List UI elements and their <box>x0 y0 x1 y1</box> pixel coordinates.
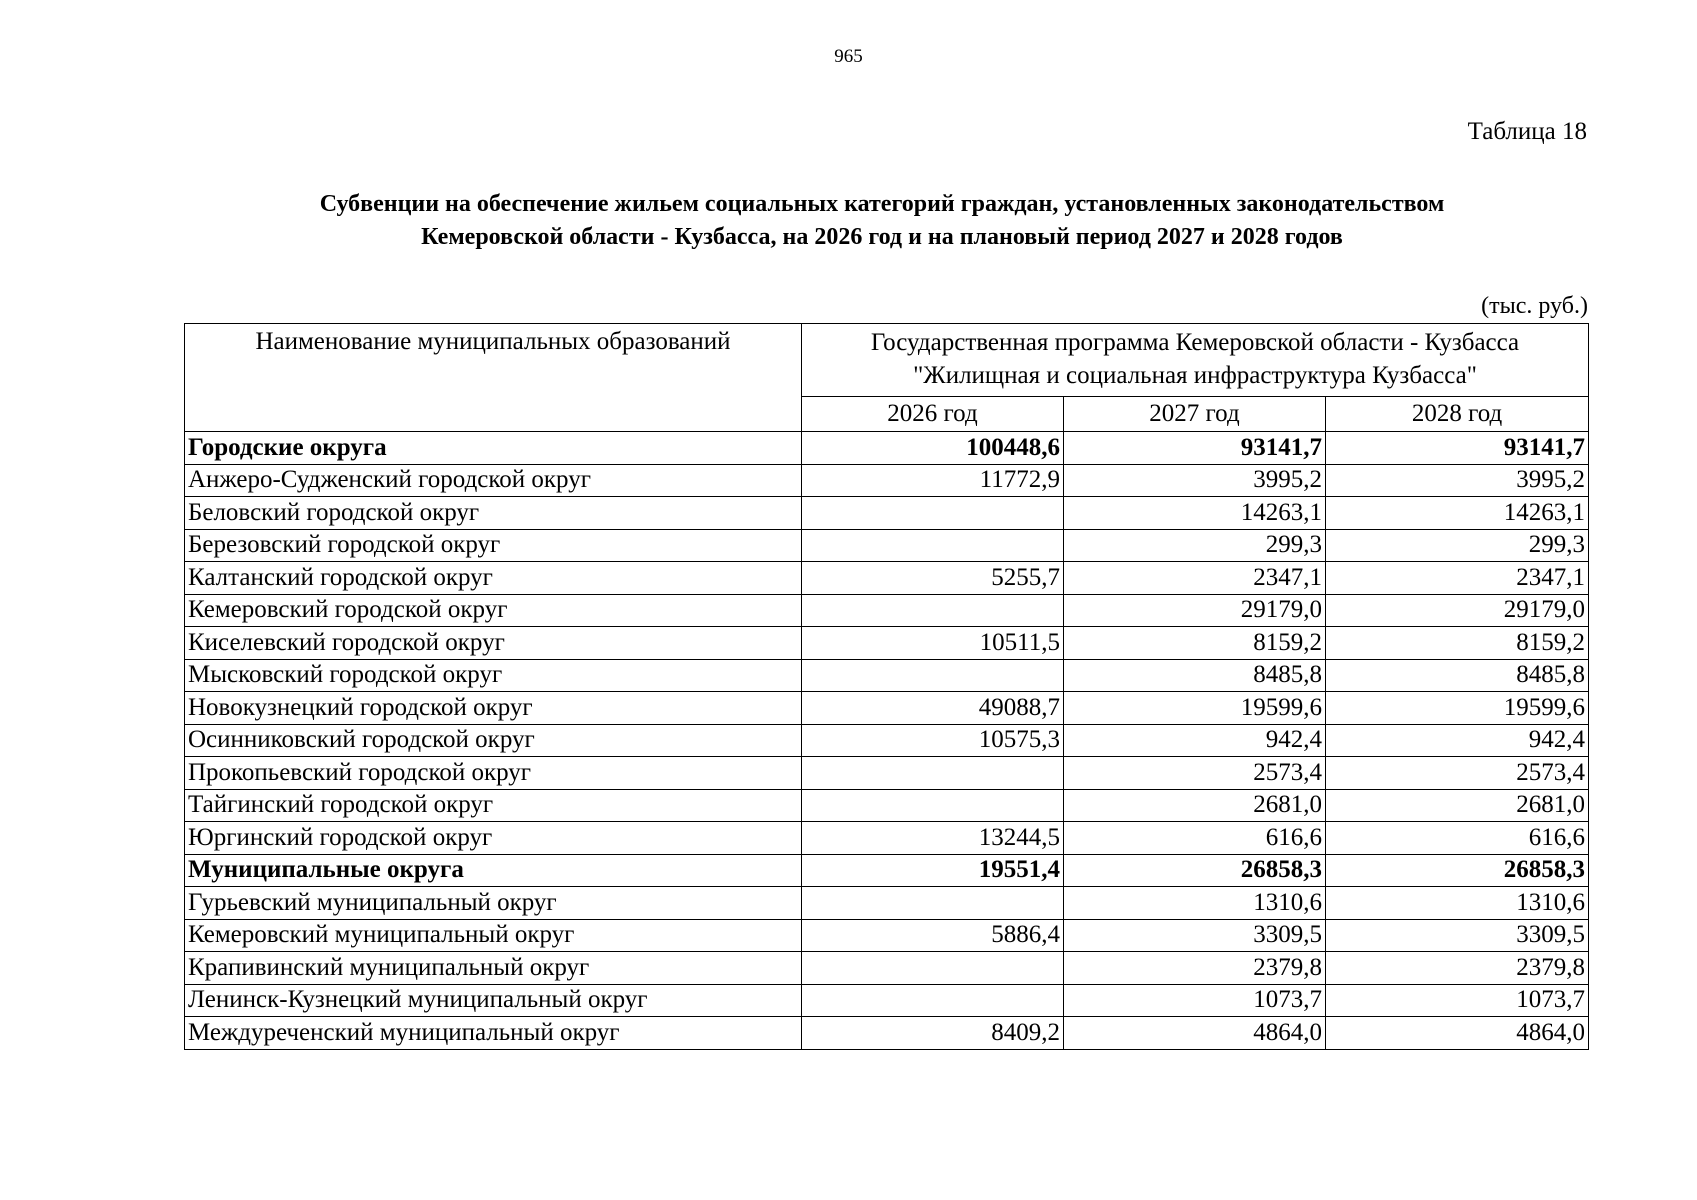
cell-2027: 4864,0 <box>1064 1017 1326 1050</box>
cell-2027: 2347,1 <box>1064 562 1326 595</box>
cell-2027: 616,6 <box>1064 822 1326 855</box>
table-row <box>185 757 1589 790</box>
cell-2027: 93141,7 <box>1064 432 1326 465</box>
row-name: Юргинский городской округ <box>185 822 802 855</box>
cell-2028: 29179,0 <box>1326 594 1589 627</box>
cell-2026 <box>802 887 1064 920</box>
cell-2028: 2573,4 <box>1326 757 1589 790</box>
table-row <box>185 984 1589 1017</box>
table-row <box>185 822 1589 855</box>
row-name: Муниципальные округа <box>185 854 802 887</box>
cell-2026 <box>802 757 1064 790</box>
cell-2028: 3995,2 <box>1326 464 1589 497</box>
header-year-2026: 2026 год <box>802 397 1064 432</box>
cell-2026: 10575,3 <box>802 724 1064 757</box>
cell-2026 <box>802 789 1064 822</box>
cell-2028: 299,3 <box>1326 529 1589 562</box>
cell-2027: 1073,7 <box>1064 984 1326 1017</box>
cell-2026 <box>802 952 1064 985</box>
header-year-2028: 2028 год <box>1326 397 1589 432</box>
row-name: Ленинск-Кузнецкий муниципальный округ <box>185 984 802 1017</box>
table-row <box>185 692 1589 725</box>
row-name: Кемеровский городской округ <box>185 594 802 627</box>
document-title-line-2: Кемеровской области - Кузбасса, на 2026 год и на плановый период 2027 и 2028 годов <box>421 224 1343 250</box>
cell-2026: 19551,4 <box>802 854 1064 887</box>
cell-2026: 100448,6 <box>802 432 1064 465</box>
cell-2028: 1073,7 <box>1326 984 1589 1017</box>
cell-2026: 11772,9 <box>802 464 1064 497</box>
table-row <box>185 562 1589 595</box>
cell-2027: 942,4 <box>1064 724 1326 757</box>
table-row <box>185 724 1589 757</box>
cell-2027: 2573,4 <box>1064 757 1326 790</box>
cell-2026 <box>802 984 1064 1017</box>
table-row <box>185 529 1589 562</box>
cell-2028: 4864,0 <box>1326 1017 1589 1050</box>
header-municipality-name: Наименование муниципальных образований <box>185 324 802 432</box>
row-name: Березовский городской округ <box>185 529 802 562</box>
header-year-2027: 2027 год <box>1064 397 1326 432</box>
cell-2028: 8159,2 <box>1326 627 1589 660</box>
table-row <box>185 789 1589 822</box>
row-name: Гурьевский муниципальный округ <box>185 887 802 920</box>
cell-2028: 3309,5 <box>1326 919 1589 952</box>
table-row <box>185 497 1589 530</box>
row-name: Крапивинский муниципальный округ <box>185 952 802 985</box>
cell-2027: 2681,0 <box>1064 789 1326 822</box>
table-row <box>185 594 1589 627</box>
cell-2028: 2379,8 <box>1326 952 1589 985</box>
document-title <box>180 188 1584 254</box>
table-row <box>185 887 1589 920</box>
cell-2027: 3995,2 <box>1064 464 1326 497</box>
cell-2028: 26858,3 <box>1326 854 1589 887</box>
cell-2026 <box>802 529 1064 562</box>
table-label: Таблица 18 <box>1467 118 1587 145</box>
cell-2027: 14263,1 <box>1064 497 1326 530</box>
row-name: Осинниковский городской округ <box>185 724 802 757</box>
header-program-line-2: "Жилищная и социальная инфраструктура Кузбасса" <box>913 362 1477 389</box>
cell-2026: 10511,5 <box>802 627 1064 660</box>
cell-2028: 1310,6 <box>1326 887 1589 920</box>
row-name: Кемеровский муниципальный округ <box>185 919 802 952</box>
subventions-table <box>184 323 1589 1050</box>
cell-2027: 299,3 <box>1064 529 1326 562</box>
cell-2027: 29179,0 <box>1064 594 1326 627</box>
cell-2027: 1310,6 <box>1064 887 1326 920</box>
table-header <box>185 324 1589 432</box>
cell-2027: 26858,3 <box>1064 854 1326 887</box>
document-title-line-1: Субвенции на обеспечение жильем социальных категорий граждан, установленных законодательством <box>319 191 1445 217</box>
cell-2026: 8409,2 <box>802 1017 1064 1050</box>
row-name: Тайгинский городской округ <box>185 789 802 822</box>
cell-2026 <box>802 594 1064 627</box>
cell-2028: 8485,8 <box>1326 659 1589 692</box>
row-name: Киселевский городской округ <box>185 627 802 660</box>
units-label: (тыс. руб.) <box>1481 293 1588 319</box>
cell-2028: 2681,0 <box>1326 789 1589 822</box>
cell-2028: 616,6 <box>1326 822 1589 855</box>
cell-2026: 49088,7 <box>802 692 1064 725</box>
cell-2026 <box>802 659 1064 692</box>
table-row <box>185 627 1589 660</box>
page-number: 965 <box>834 46 863 67</box>
table-body <box>185 432 1589 1050</box>
row-name: Прокопьевский городской округ <box>185 757 802 790</box>
row-name: Анжеро-Судженский городской округ <box>185 464 802 497</box>
table-row-subtotal <box>185 854 1589 887</box>
cell-2027: 3309,5 <box>1064 919 1326 952</box>
cell-2028: 2347,1 <box>1326 562 1589 595</box>
cell-2026: 5255,7 <box>802 562 1064 595</box>
cell-2028: 14263,1 <box>1326 497 1589 530</box>
table-row <box>185 952 1589 985</box>
cell-2026: 13244,5 <box>802 822 1064 855</box>
row-name: Мысковский городской округ <box>185 659 802 692</box>
row-name: Междуреченский муниципальный округ <box>185 1017 802 1050</box>
cell-2028: 93141,7 <box>1326 432 1589 465</box>
row-name: Городские округа <box>185 432 802 465</box>
table-row <box>185 659 1589 692</box>
table-row <box>185 464 1589 497</box>
row-name: Калтанский городской округ <box>185 562 802 595</box>
table-row-subtotal <box>185 432 1589 465</box>
table-row <box>185 1017 1589 1050</box>
header-program <box>802 324 1589 397</box>
row-name: Беловский городской округ <box>185 497 802 530</box>
cell-2026: 5886,4 <box>802 919 1064 952</box>
cell-2028: 942,4 <box>1326 724 1589 757</box>
cell-2027: 8485,8 <box>1064 659 1326 692</box>
cell-2028: 19599,6 <box>1326 692 1589 725</box>
cell-2027: 8159,2 <box>1064 627 1326 660</box>
table-row <box>185 919 1589 952</box>
cell-2027: 2379,8 <box>1064 952 1326 985</box>
cell-2027: 19599,6 <box>1064 692 1326 725</box>
row-name: Новокузнецкий городской округ <box>185 692 802 725</box>
cell-2026 <box>802 497 1064 530</box>
header-program-line-1: Государственная программа Кемеровской области - Кузбасса <box>870 329 1520 356</box>
